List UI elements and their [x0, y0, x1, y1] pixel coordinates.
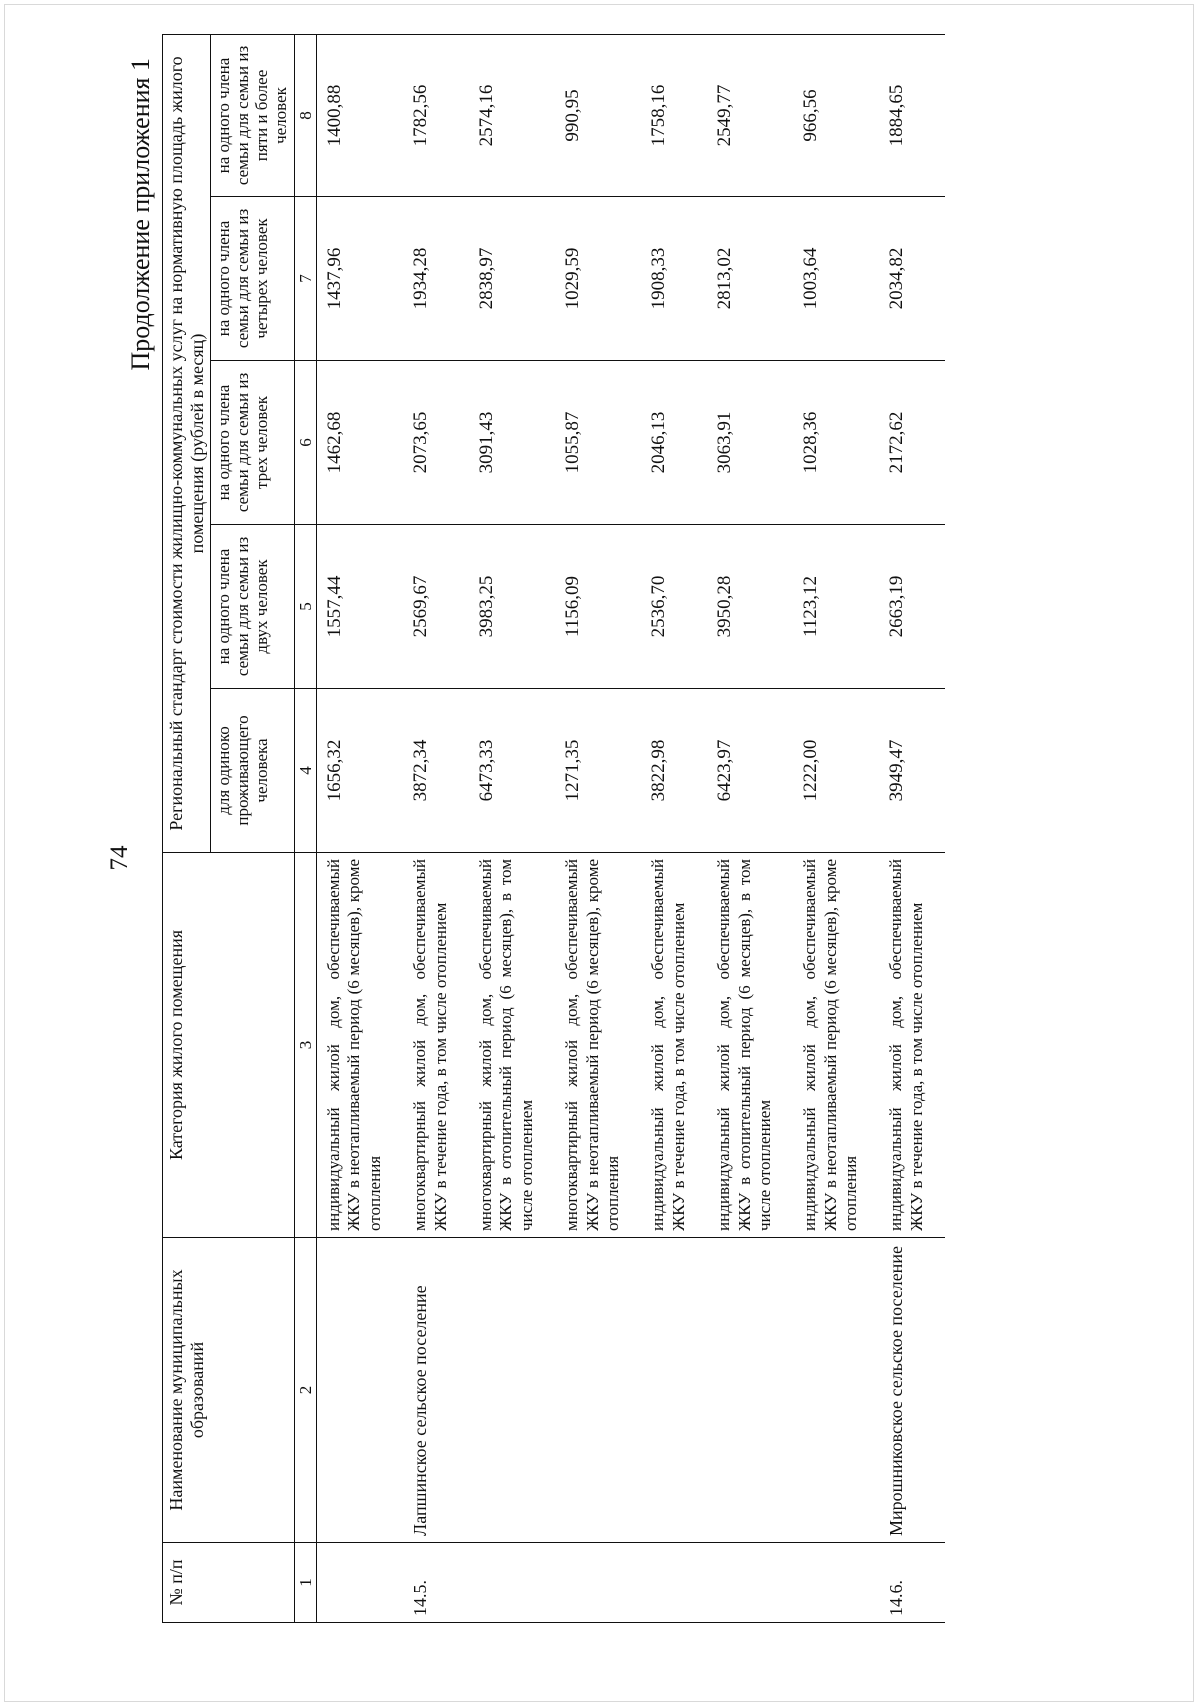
value-single: 1222,00 [793, 689, 879, 853]
table-row [707, 35, 793, 1623]
header-standard-group: Региональный стандарт стоимости жилищно-коммунальных услуг на нормативную площадь жилого помещения (рублей в месяц) [163, 35, 211, 853]
housing-category: многоквартирный жилой дом, обеспечиваемый ЖКУ в неотапливаемый период (6 месяцев), кроме отопления [555, 853, 641, 1238]
value-single: 6473,33 [469, 689, 555, 853]
value-five: 2574,16 [469, 35, 555, 197]
table-row [793, 35, 879, 1623]
column-number: 8 [294, 35, 317, 197]
value-three: 2172,62 [879, 361, 945, 525]
value-two: 2663,19 [879, 525, 945, 689]
value-five: 1884,65 [879, 35, 945, 197]
header-category: Категория жилого помещения [163, 853, 295, 1238]
table-row [555, 35, 641, 1623]
value-four: 1029,59 [555, 197, 641, 361]
table-row [641, 35, 707, 1623]
value-two: 2569,67 [403, 525, 469, 689]
value-four: 1003,64 [793, 197, 879, 361]
continuation-caption: Продолжение приложения 1 [126, 58, 155, 371]
value-three: 2073,65 [403, 361, 469, 525]
table-row [317, 35, 404, 1623]
column-number: 3 [294, 853, 317, 1238]
header-four: на одного члена семьи для семьи из четырех человек [211, 197, 294, 361]
table-row [879, 35, 945, 1623]
row-number [317, 1543, 404, 1623]
value-two: 1156,09 [555, 525, 641, 689]
value-five: 1782,56 [403, 35, 469, 197]
municipality-name [555, 1238, 641, 1543]
row-number [555, 1543, 641, 1623]
value-three: 2046,13 [641, 361, 707, 525]
value-single: 3949,47 [879, 689, 945, 853]
column-number: 5 [294, 525, 317, 689]
row-number [793, 1543, 879, 1623]
housing-category: индивидуальный жилой дом, обеспечиваемый ЖКУ в неотапливаемый период (6 месяцев), кроме отопления [793, 853, 879, 1238]
value-five: 1758,16 [641, 35, 707, 197]
housing-category: индивидуальный жилой дом, обеспечиваемый ЖКУ в неотапливаемый период (6 месяцев), кроме отопления [317, 853, 404, 1238]
header-municipality: Наименование муниципальных образований [163, 1238, 295, 1543]
column-number: 6 [294, 361, 317, 525]
municipality-name [469, 1238, 555, 1543]
value-five: 2549,77 [707, 35, 793, 197]
municipality-name [641, 1238, 707, 1543]
row-number [707, 1543, 793, 1623]
column-number: 1 [294, 1543, 317, 1623]
header-num: № п/п [163, 1543, 295, 1623]
value-five: 990,95 [555, 35, 641, 197]
row-number [641, 1543, 707, 1623]
value-four: 2813,02 [707, 197, 793, 361]
municipality-name: Лапшинское сельское поселение [403, 1238, 469, 1543]
header-two: на одного члена семьи для семьи из двух человек [211, 525, 294, 689]
value-four: 1437,96 [317, 197, 404, 361]
value-two: 1123,12 [793, 525, 879, 689]
row-number: 14.6. [879, 1543, 945, 1623]
value-single: 6423,97 [707, 689, 793, 853]
row-number: 14.5. [403, 1543, 469, 1623]
municipality-name: Мирошниковское сельское поселение [879, 1238, 945, 1543]
table-row [403, 35, 469, 1623]
housing-category: индивидуальный жилой дом, обеспечиваемый ЖКУ в отопительный период (6 месяцев), в том числе отоплением [707, 853, 793, 1238]
value-three: 1028,36 [793, 361, 879, 525]
municipality-name [707, 1238, 793, 1543]
value-two: 1557,44 [317, 525, 404, 689]
housing-category: индивидуальный жилой дом, обеспечиваемый ЖКУ в течение года, в том числе отоплением [879, 853, 945, 1238]
table-row [469, 35, 555, 1623]
value-five: 1400,88 [317, 35, 404, 197]
value-three: 1462,68 [317, 361, 404, 525]
value-two: 3950,28 [707, 525, 793, 689]
value-four: 2838,97 [469, 197, 555, 361]
value-two: 2536,70 [641, 525, 707, 689]
header-single: для одиноко проживающего человека [211, 689, 294, 853]
value-three: 3063,91 [707, 361, 793, 525]
page-number: 74 [106, 845, 133, 871]
value-single: 1656,32 [317, 689, 404, 853]
housing-category: индивидуальный жилой дом, обеспечиваемый ЖКУ в течение года, в том числе отоплением [641, 853, 707, 1238]
municipality-name [317, 1238, 404, 1543]
housing-cost-table [162, 34, 945, 1623]
value-four: 1934,28 [403, 197, 469, 361]
value-three: 3091,43 [469, 361, 555, 525]
value-five: 966,56 [793, 35, 879, 197]
value-four: 2034,82 [879, 197, 945, 361]
value-three: 1055,87 [555, 361, 641, 525]
housing-category: многоквартирный жилой дом, обеспечиваемый ЖКУ в отопительный период (6 месяцев), в том числе отоплением [469, 853, 555, 1238]
value-two: 3983,25 [469, 525, 555, 689]
column-number: 4 [294, 689, 317, 853]
column-number: 7 [294, 197, 317, 361]
value-single: 3872,34 [403, 689, 469, 853]
header-three: на одного члена семьи для семьи из трех человек [211, 361, 294, 525]
row-number [469, 1543, 555, 1623]
value-four: 1908,33 [641, 197, 707, 361]
value-single: 3822,98 [641, 689, 707, 853]
header-five: на одного члена семьи для семьи из пяти и более человек [211, 35, 294, 197]
municipality-name [793, 1238, 879, 1543]
column-number: 2 [294, 1238, 317, 1543]
value-single: 1271,35 [555, 689, 641, 853]
housing-category: многоквартирный жилой дом, обеспечиваемый ЖКУ в течение года, в том числе отоплением [403, 853, 469, 1238]
